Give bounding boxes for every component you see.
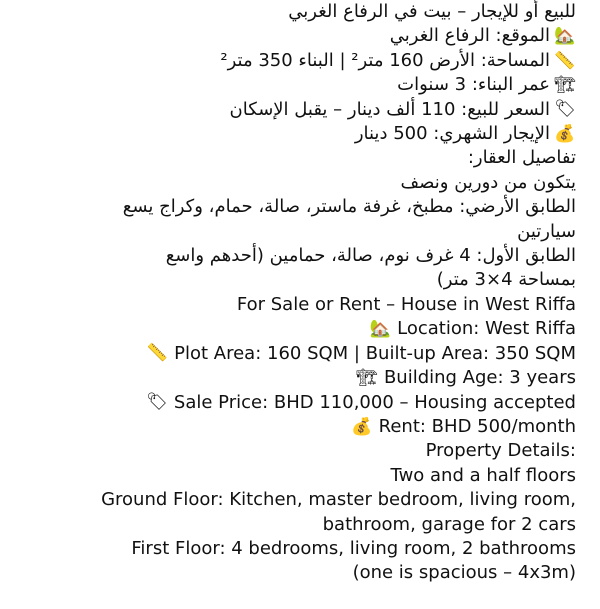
en-first-floor-text-2: (one is spacious – 4x3m): [352, 562, 576, 584]
en-rent-line: [28, 415, 576, 439]
en-rent-text: Rent: BHD 500/month: [378, 415, 576, 437]
ar-ground-floor-text-2: سيارتين: [517, 220, 576, 242]
money-bag-icon: 💰: [554, 123, 576, 144]
en-area-line: [28, 342, 576, 366]
en-location-text: Location: West Riffa: [397, 318, 576, 340]
ar-age-text: عمر البناء: 3 سنوات: [397, 74, 550, 96]
ar-details-heading-text: تفاصيل العقار:: [467, 147, 576, 169]
en-ground-floor-text-1: Ground Floor: Kitchen, master bedroom, living room,: [101, 489, 576, 511]
ar-details-heading: [28, 146, 576, 170]
crane-icon: 🏗: [356, 367, 378, 388]
ar-floors: [28, 171, 576, 195]
ar-first-floor-2: [28, 268, 576, 292]
ar-location-line: [28, 24, 576, 48]
ruler-icon: 📏: [554, 50, 576, 71]
en-age-text: Building Age: 3 years: [383, 367, 576, 389]
ruler-icon: 📏: [146, 343, 168, 364]
house-icon: 🏡: [369, 318, 391, 339]
crane-icon: 🏗: [554, 74, 576, 95]
ar-rent-line: [28, 122, 576, 146]
ar-ground-floor-1: [28, 195, 576, 219]
ar-title: [28, 0, 576, 24]
ar-first-floor-1: [28, 244, 576, 268]
en-first-floor-2: [28, 561, 576, 585]
en-age-line: [28, 366, 576, 390]
en-price-text: Sale Price: BHD 110,000 – Housing accepted: [173, 391, 576, 413]
en-first-floor-text-1: First Floor: 4 bedrooms, living room, 2 bathrooms: [131, 537, 576, 559]
en-price-line: [28, 391, 576, 415]
ar-floors-text: يتكون من دورين ونصف: [400, 171, 576, 193]
ar-rent-text: الإيجار الشهري: 500 دينار: [354, 123, 550, 145]
ar-age-line: [28, 73, 576, 97]
ar-location-text: الموقع: الرفاع الغربي: [389, 25, 550, 47]
house-icon: 🏡: [554, 26, 576, 47]
ar-area-line: [28, 49, 576, 73]
ar-ground-floor-text-1: الطابق الأرضي: مطبخ، غرفة ماستر، صالة، حمام، وكراج يسع: [122, 196, 576, 218]
ar-first-floor-text-2: بمساحة 4×3 متر): [436, 269, 576, 291]
en-ground-floor-2: [28, 513, 576, 537]
ar-ground-floor-2: [28, 220, 576, 244]
money-bag-icon: 💰: [351, 416, 373, 437]
price-tag-icon: 🏷: [554, 99, 576, 120]
price-tag-icon: 🏷: [146, 392, 168, 413]
ar-title-text: للبيع أو للإيجار – بيت في الرفاع الغربي: [288, 1, 576, 22]
ar-first-floor-text-1: الطابق الأول: 4 غرف نوم، صالة، حمامين (أحدهم واسع: [165, 245, 576, 267]
en-floors-text: Two and a half floors: [390, 464, 576, 486]
en-details-heading-text: Property Details:: [425, 440, 576, 462]
en-first-floor-1: [28, 537, 576, 561]
en-location-line: [28, 317, 576, 341]
en-details-heading: [28, 439, 576, 463]
en-ground-floor-1: [28, 488, 576, 512]
en-floors: [28, 464, 576, 488]
en-ground-floor-text-2: bathroom, garage for 2 cars: [322, 513, 576, 535]
ar-area-text: المساحة: الأرض 160 متر² | البناء 350 متر²: [220, 49, 550, 71]
en-area-text: Plot Area: 160 SQM | Built-up Area: 350 SQM: [174, 342, 576, 364]
en-title-text: For Sale or Rent – House in West Riffa: [236, 293, 576, 315]
ar-price-text: السعر للبيع: 110 ألف دينار – يقبل الإسكان: [229, 98, 550, 120]
en-title: [28, 293, 576, 317]
ar-price-line: [28, 98, 576, 122]
